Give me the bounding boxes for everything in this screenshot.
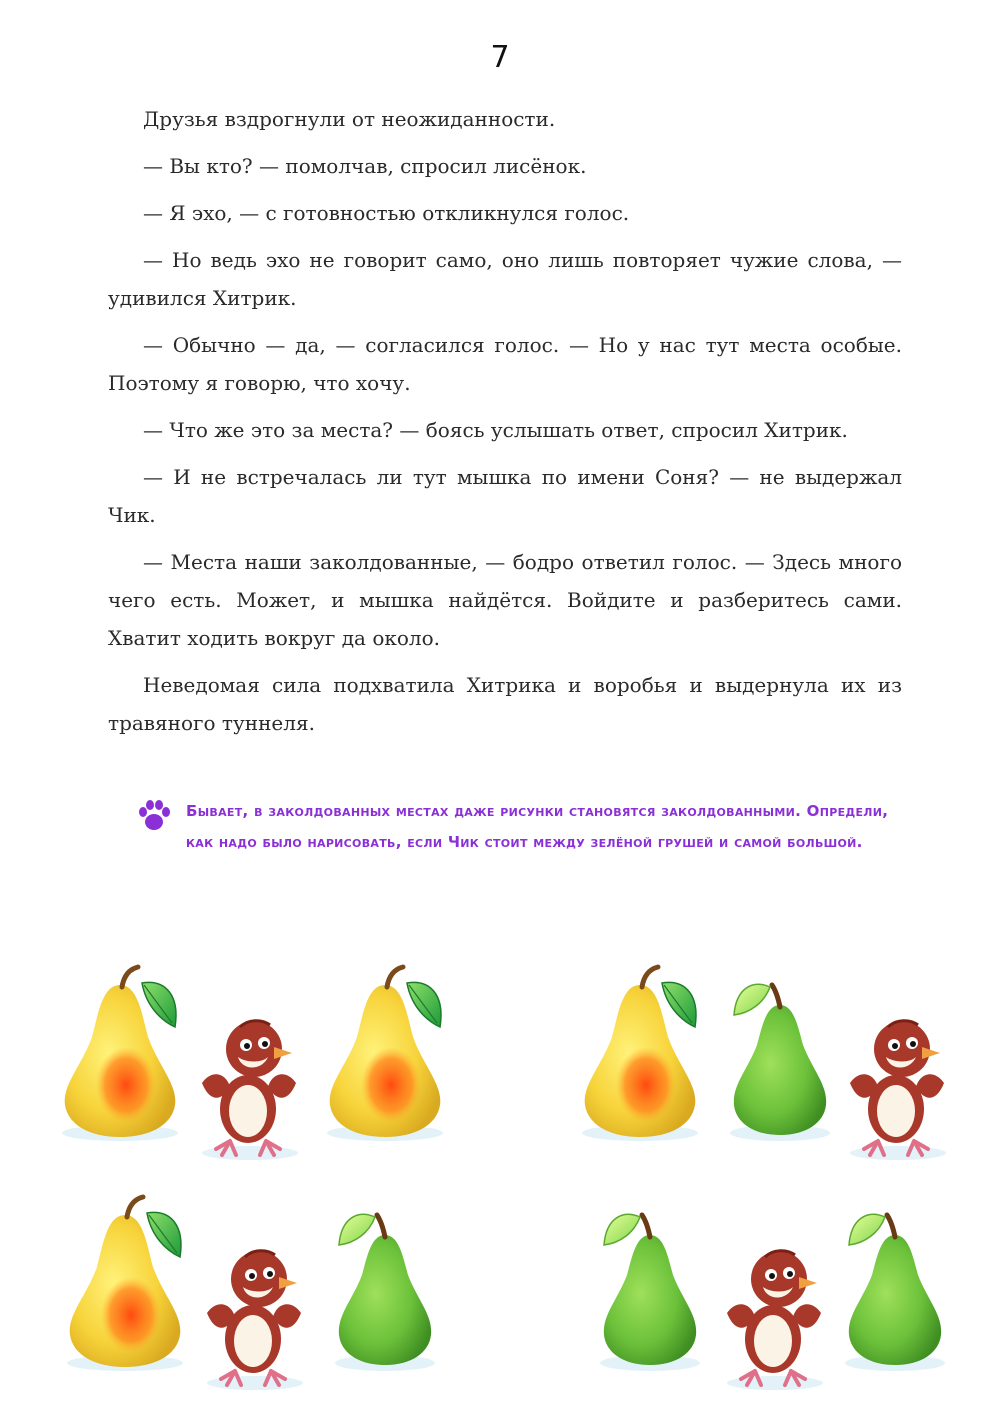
story-text — [108, 100, 902, 751]
paragraph: — Что же это за места? — боясь услышать ответ, спросил Хитрик. — [143, 418, 848, 442]
yellow-pear — [67, 1197, 183, 1371]
paragraph: — Но ведь эхо не говорит само, оно лишь повторяет чужие слова, — удивился Хитрик. — [108, 248, 902, 310]
paragraph: Друзья вздрогнули от неожиданности. — [143, 107, 556, 131]
sparrow — [727, 1251, 823, 1390]
sparrow — [202, 1021, 298, 1160]
green-pear — [845, 1214, 945, 1371]
paragraph: — Вы кто? — помолчав, спросил лисёнок. — [143, 154, 587, 178]
option-2[interactable] — [580, 955, 1000, 1165]
task-block — [136, 796, 906, 858]
task-text: Бывает, в заколдованных местах даже рисунки становятся заколдованными. Определи, как надо было нарисовать, если Чик стоит между зелёной грушей и самой большой. — [186, 802, 889, 851]
option-3[interactable] — [65, 1185, 505, 1395]
yellow-pear — [582, 967, 698, 1141]
paw-icon — [136, 798, 172, 834]
sparrow — [850, 1021, 946, 1160]
green-pear — [600, 1214, 700, 1371]
green-pear — [730, 984, 830, 1141]
option-1[interactable] — [60, 955, 500, 1165]
option-4[interactable] — [595, 1185, 1000, 1395]
green-pear — [335, 1214, 435, 1371]
paragraph: — И не встречалась ли тут мышка по имени Соня? — не выдержал Чик. — [108, 465, 902, 527]
paragraph: — Обычно — да, — согласился голос. — Но у нас тут места особые. Поэтому я говорю, что хочу. — [108, 333, 902, 395]
sparrow — [207, 1251, 303, 1390]
paragraph: Неведомая сила подхватила Хитрика и воробья и выдернула их из травяного туннеля. — [108, 673, 902, 735]
paragraph: — Места наши заколдованные, — бодро ответил голос. — Здесь много чего есть. Может, и мышка найдётся. Войдите и разберитесь сами. Хватит ходить вокруг да около. — [108, 550, 902, 650]
page-number: 7 — [490, 40, 510, 75]
yellow-pear — [62, 967, 178, 1141]
paragraph: — Я эхо, — с готовностью откликнулся голос. — [143, 201, 630, 225]
yellow-pear — [327, 967, 443, 1141]
